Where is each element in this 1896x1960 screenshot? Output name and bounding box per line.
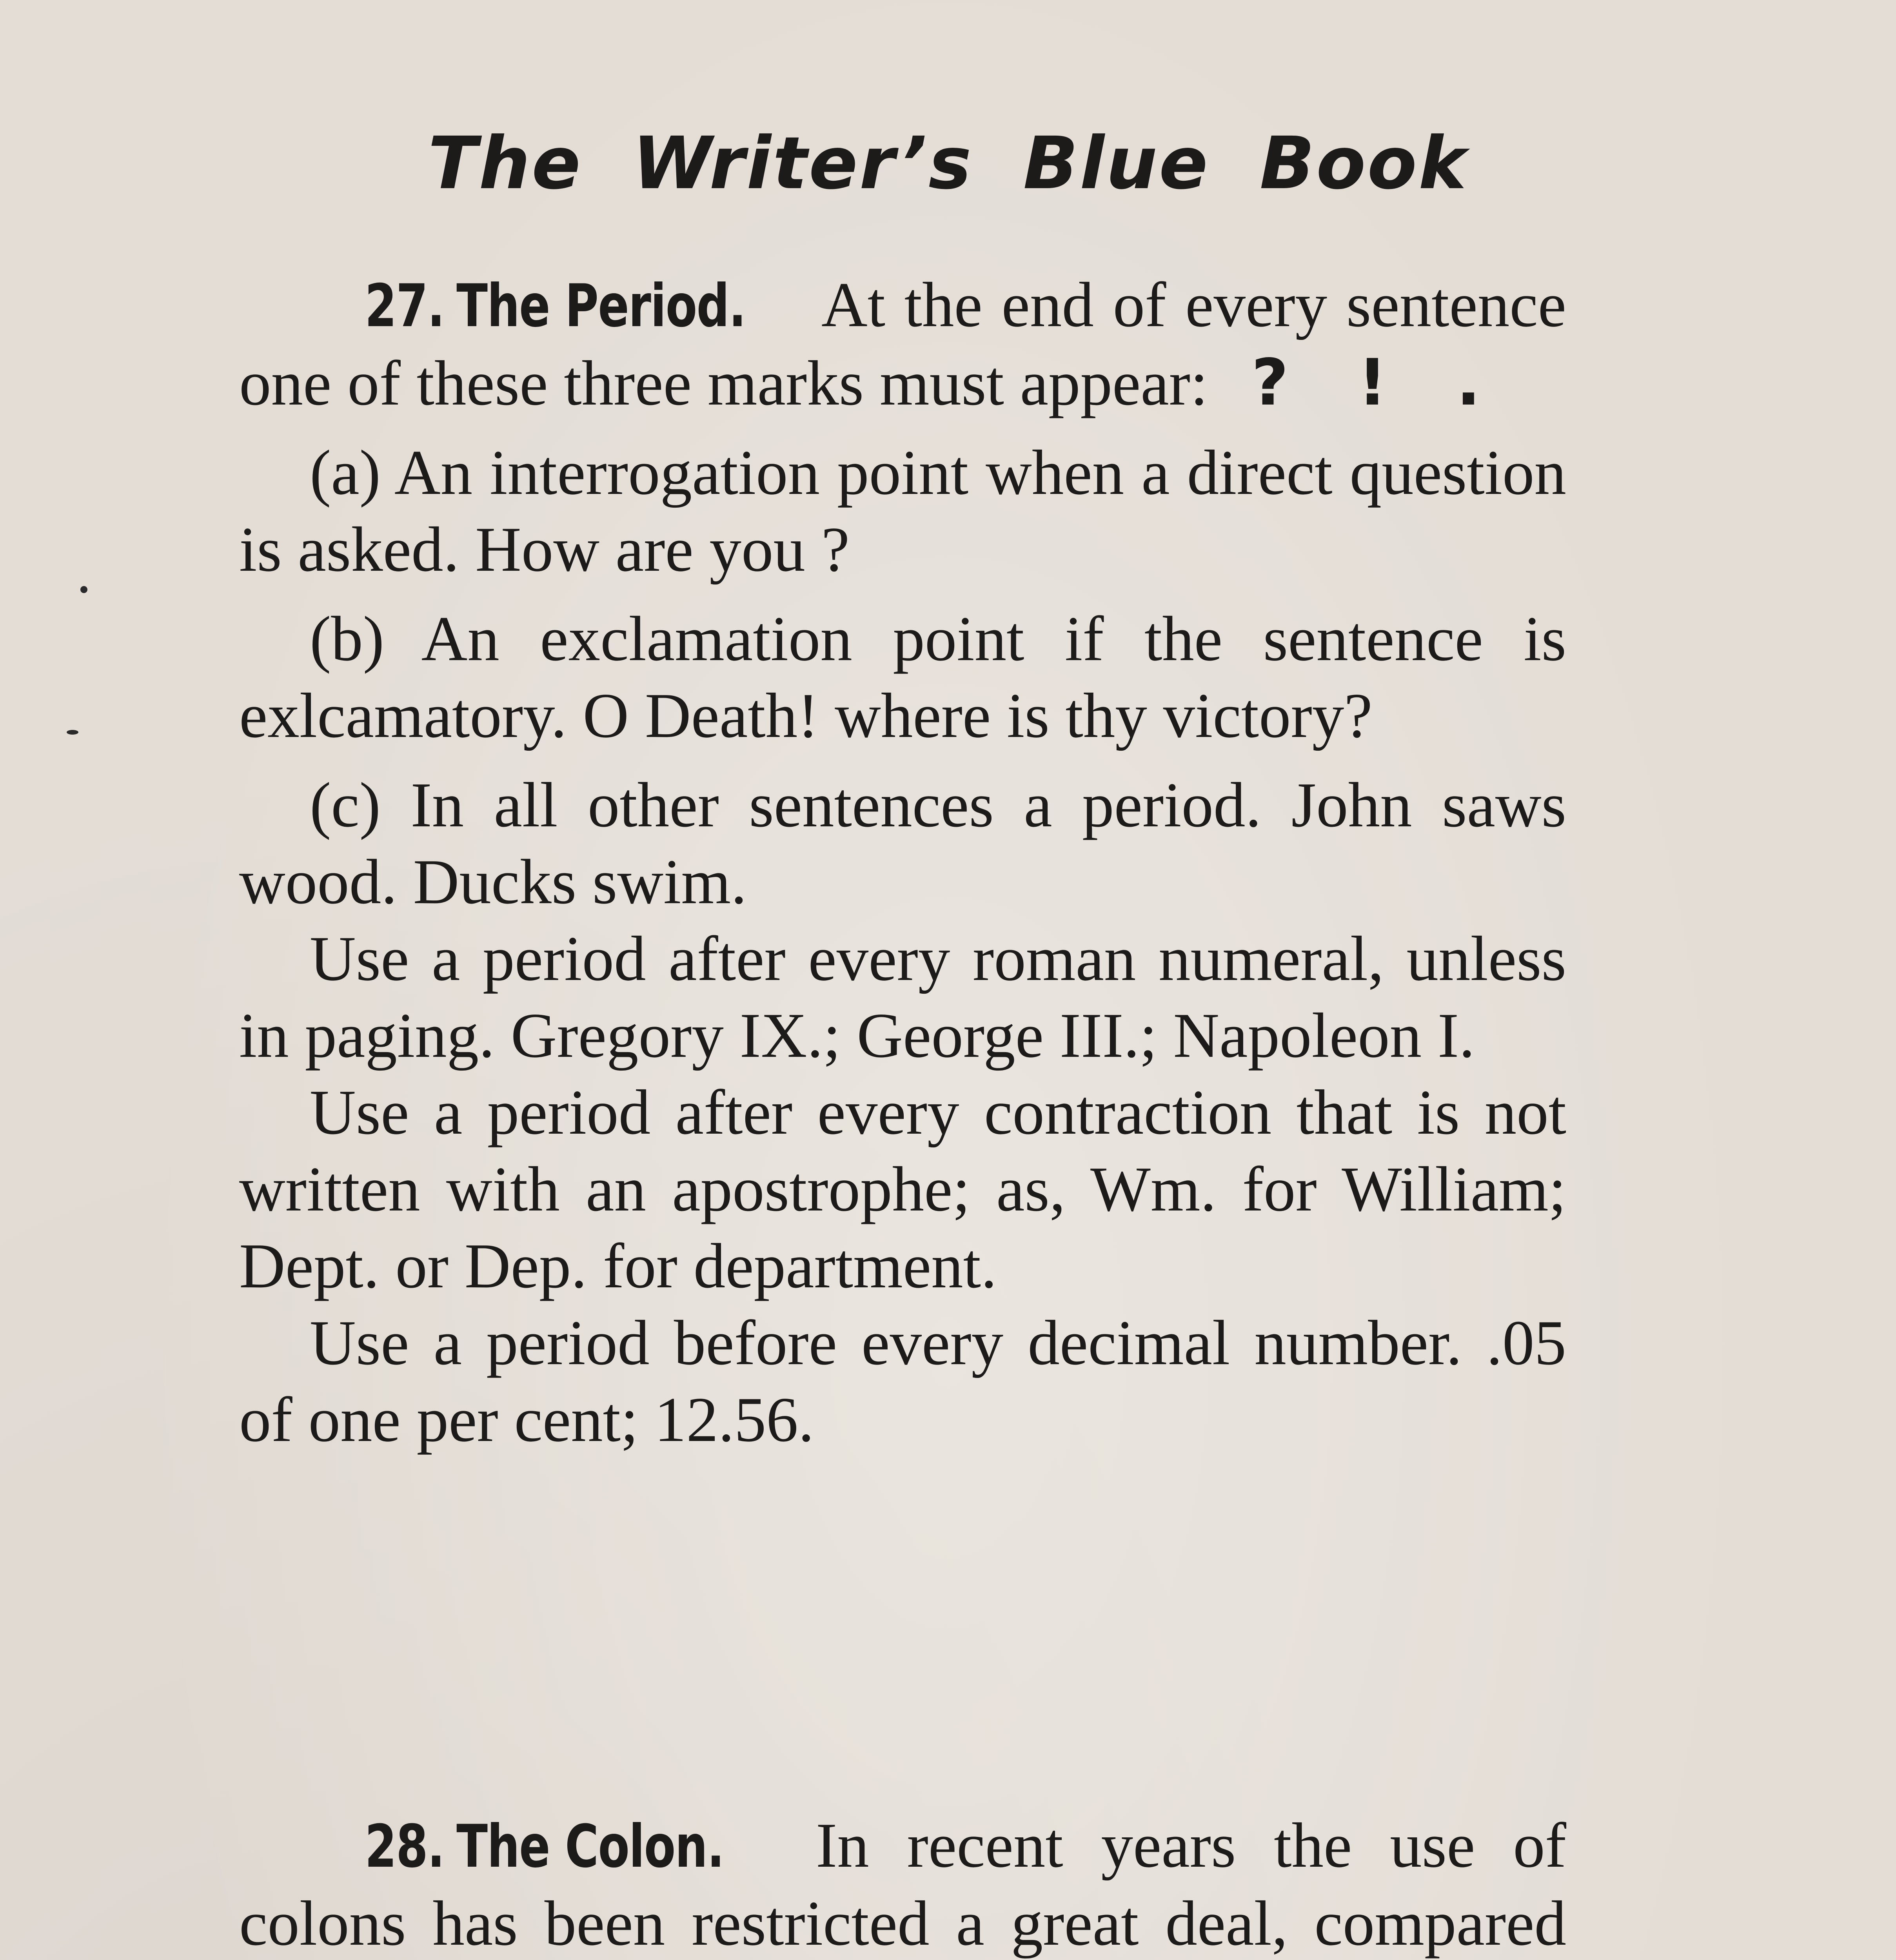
punctuation-marks: ? ! . <box>1251 346 1504 420</box>
colon-intro-paragraph <box>239 1807 1566 1960</box>
section-heading <box>310 268 746 345</box>
intro-text: In recent years the use of colons has been restricted a great deal, compared <box>239 1810 1566 1959</box>
period-intro-paragraph <box>239 267 1566 422</box>
running-head: The Writer’s Blue Book <box>428 122 1468 205</box>
ink-speck <box>80 586 87 593</box>
section-period <box>239 267 1566 1458</box>
ink-speck <box>67 730 78 735</box>
intro-text: At the end of every sentence one of these three marks must appear: <box>239 270 1566 419</box>
item-b-paragraph: (b) An exclamation point if the sentence is exlcamatory. O Death! where is thy victory? <box>239 604 1566 751</box>
section-colon <box>239 1807 1566 1960</box>
section-title: The Colon. <box>456 1813 724 1881</box>
section-number: 27. <box>365 272 444 340</box>
section-number: 28. <box>365 1813 444 1881</box>
contraction-paragraph: Use a period after every contraction that is not written with an apostrophe; as, Wm. for William; Dept. or Dep. for department. <box>239 1077 1566 1301</box>
section-heading <box>310 1808 724 1885</box>
roman-numeral-paragraph: Use a period after every roman numeral, unless in paging. Gregory IX.; George III.; Napoleon I. <box>239 924 1566 1071</box>
item-c-paragraph: (c) In all other sentences a period. John saws wood. Ducks swim. <box>239 770 1566 917</box>
section-title: The Period. <box>456 272 746 340</box>
decimal-paragraph: Use a period before every decimal number. .05 of one per cent; 12.56. <box>239 1308 1566 1455</box>
item-a-paragraph: (a) An interrogation point when a direct question is asked. How are you ? <box>239 437 1566 585</box>
